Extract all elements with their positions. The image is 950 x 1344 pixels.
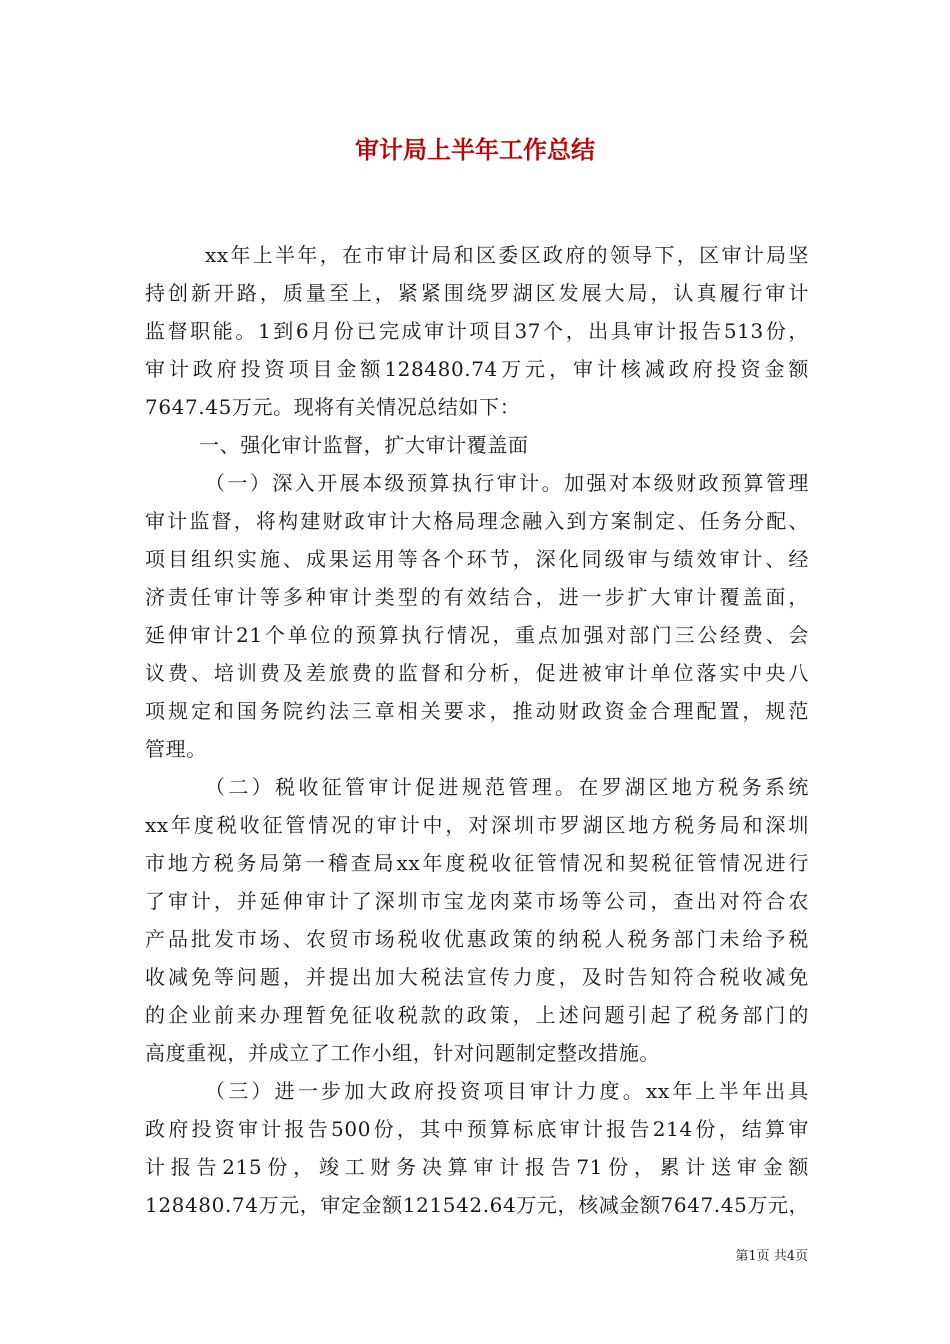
section-heading-text: 一、强化审计监督，扩大审计覆盖面 <box>199 433 529 457</box>
text-line: 市地方税务局第一稽查局xx年度税收征管情况和契税征管情况进行 <box>145 851 809 875</box>
document-body <box>145 236 809 1224</box>
text-line: 议费、培训费及差旅费的监督和分析，促进被审计单位落实中央八 <box>145 661 809 685</box>
text-line: 产品批发市场、农贸市场税收优惠政策的纳税人税务部门未给予税 <box>145 927 809 951</box>
text-line: 审计监督，将构建财政审计大格局理念融入到方案制定、任务分配、 <box>145 509 809 533</box>
text-line: 持创新开路，质量至上，紧紧围绕罗湖区发展大局，认真履行审计 <box>145 281 809 305</box>
text-line: 延伸审计21个单位的预算执行情况，重点加强对部门三公经费、会 <box>145 623 809 647</box>
section-heading <box>145 426 809 464</box>
page-number: 第1页 共4页 <box>735 1249 808 1264</box>
text-line: 项目组织实施、成果运用等各个环节，深化同级审与绩效审计、经 <box>145 547 809 571</box>
text-line: 高度重视，并成立了工作小组，针对问题制定整改措施。 <box>145 1041 660 1065</box>
paragraph-tax-audit <box>145 768 809 1072</box>
text-line: 了审计，并延伸审计了深圳市宝龙肉菜市场等公司，查出对符合农 <box>145 889 809 913</box>
text-line: 政府投资审计报告500份，其中预算标底审计报告214份，结算审 <box>145 1117 809 1141</box>
text-line: 审计政府投资项目金额128480.74万元，审计核减政府投资金额 <box>145 357 809 381</box>
text-line: 收减免等问题，并提出加大税法宣传力度，及时告知符合税收减免 <box>145 965 809 989</box>
text-line: （三）进一步加大政府投资项目审计力度。xx年上半年出具 <box>205 1079 809 1103</box>
text-line: xx年上半年，在市审计局和区委区政府的领导下，区审计局坚 <box>205 243 809 267</box>
text-line: 监督职能。1到6月份已完成审计项目37个，出具审计报告513份， <box>145 319 809 343</box>
paragraph-intro <box>145 236 809 426</box>
text-line: 128480.74万元，审定金额121542.64万元，核减金额7647.45万元， <box>145 1193 810 1217</box>
paragraph-investment-audit <box>145 1072 809 1224</box>
text-line: xx年度税收征管情况的审计中，对深圳市罗湖区地方税务局和深圳 <box>145 813 809 837</box>
text-line: 7647.45万元。现将有关情况总结如下： <box>145 395 521 419</box>
text-line: 项规定和国务院约法三章相关要求，推动财政资金合理配置，规范 <box>145 699 809 723</box>
paragraph-budget-audit <box>145 464 809 768</box>
page-title: 审计局上半年工作总结 <box>355 136 595 164</box>
text-line: （一）深入开展本级预算执行审计。加强对本级财政预算管理 <box>205 471 809 495</box>
text-line: 计报告215份，竣工财务决算审计报告71份，累计送审金额 <box>145 1155 809 1179</box>
text-line: 的企业前来办理暂免征收税款的政策，上述问题引起了税务部门的 <box>145 1003 809 1027</box>
text-line: 管理。 <box>145 737 207 761</box>
text-line: （二）税收征管审计促进规范管理。在罗湖区地方税务系统 <box>205 775 809 799</box>
text-line: 济责任审计等多种审计类型的有效结合，进一步扩大审计覆盖面， <box>145 585 809 609</box>
